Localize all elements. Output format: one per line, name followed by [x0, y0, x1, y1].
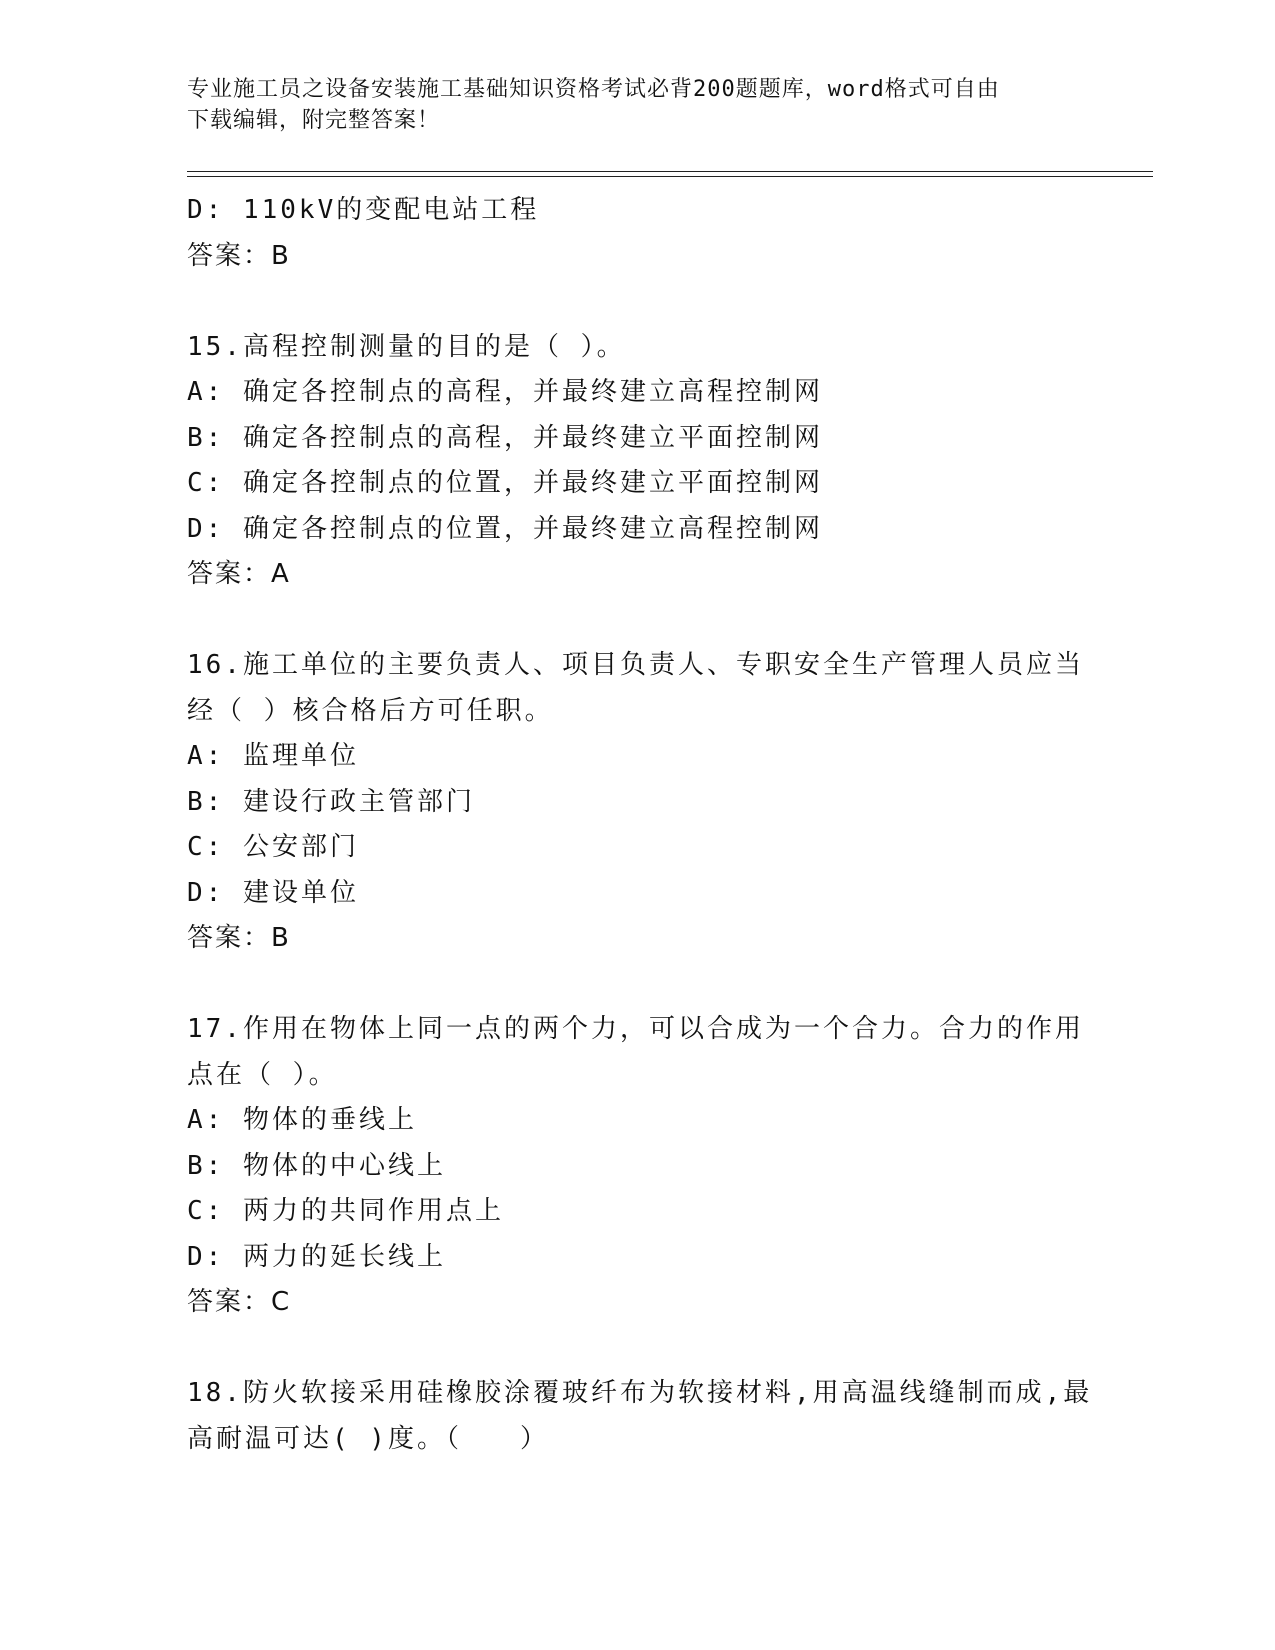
option-d: D: 确定各控制点的位置，并最终建立高程控制网	[187, 513, 823, 544]
option-a: A: 物体的垂线上	[187, 1105, 417, 1135]
answer-line: 答案：C	[187, 1287, 292, 1317]
document-header	[187, 74, 1067, 136]
question-stem-line-1: 18.防火软接采用硅橡胶涂覆玻纤布为软接材料,用高温线缝制而成,最	[187, 1378, 1093, 1408]
question-list	[187, 188, 1093, 1462]
header-line-2: 下载编辑，附完整答案！	[187, 108, 441, 133]
spacer	[187, 279, 1067, 325]
question-stem: 15.高程控制测量的目的是（ ）。	[187, 331, 626, 362]
option-d: D: 两力的延长线上	[187, 1241, 446, 1272]
spacer	[187, 1326, 1067, 1372]
spacer	[187, 598, 1067, 644]
option-b: B: 建设行政主管部门	[187, 786, 475, 817]
answer-line: 答案：B	[187, 240, 291, 271]
question-15	[187, 325, 1067, 598]
option-b: B: 物体的中心线上	[187, 1150, 446, 1181]
answer-line: 答案：A	[187, 559, 291, 589]
option-d: D: 110kV的变配电站工程	[187, 195, 540, 225]
question-stem-line-2: 高耐温可达( )度。（ ）	[187, 1423, 549, 1454]
option-b: B: 确定各控制点的高程，并最终建立平面控制网	[187, 422, 823, 453]
option-c: C: 公安部门	[187, 832, 359, 862]
header-rule-bottom	[187, 176, 1153, 177]
answer-line: 答案：B	[187, 923, 291, 953]
question-stem-line-2: 点在（ ）。	[187, 1059, 338, 1090]
option-a: A: 监理单位	[187, 741, 359, 771]
question-stem-line-2: 经（ ）核合格后方可任职。	[187, 695, 554, 726]
question-16	[187, 643, 1084, 962]
option-c: C: 两力的共同作用点上	[187, 1196, 504, 1226]
option-a: A: 确定各控制点的高程，并最终建立高程控制网	[187, 377, 823, 407]
header-line-1: 专业施工员之设备安装施工基础知识资格考试必背200题题库，word格式可自由	[187, 77, 1000, 102]
question-18	[187, 1371, 1093, 1462]
question-stem-line-1: 16.施工单位的主要负责人、项目负责人、专职安全生产管理人员应当	[187, 650, 1084, 680]
option-d: D: 建设单位	[187, 877, 359, 908]
spacer	[187, 962, 1067, 1008]
option-c: C: 确定各控制点的位置，并最终建立平面控制网	[187, 468, 823, 498]
previous-question-tail	[187, 188, 1067, 279]
question-stem-line-1: 17.作用在物体上同一点的两个力，可以合成为一个合力。合力的作用	[187, 1014, 1084, 1044]
question-17	[187, 1007, 1084, 1326]
header-rule-top	[187, 171, 1153, 172]
